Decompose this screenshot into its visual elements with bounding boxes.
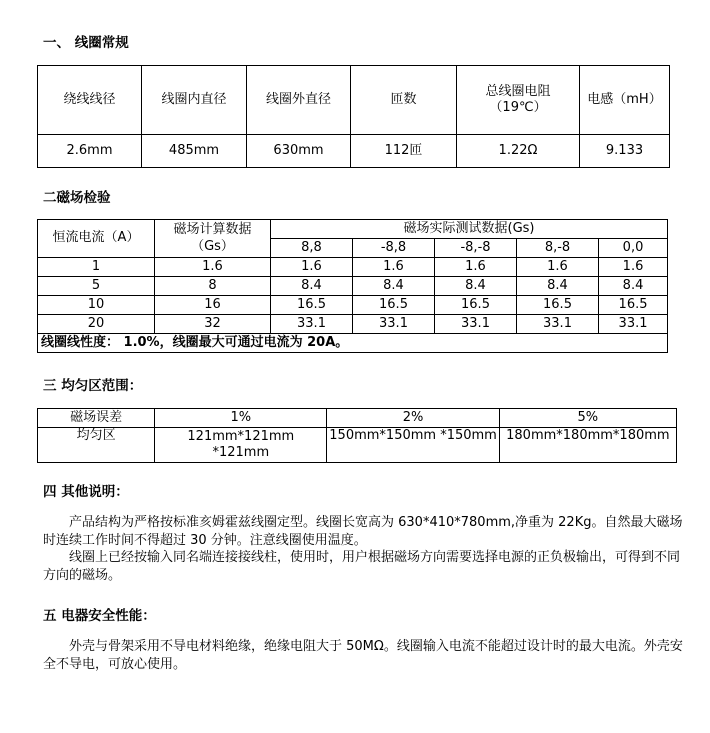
calc-cell: 1.6 <box>155 258 271 277</box>
header-inner-diameter: 线圈内直径 <box>142 66 247 135</box>
row-label-zone: 均匀区 <box>38 428 155 463</box>
test-cell: 16.5 <box>435 296 517 315</box>
row-label-error: 磁场误差 <box>38 409 155 428</box>
value-outer-diameter: 630mm <box>247 135 351 168</box>
safety-paragraph: 外壳与骨架采用不导电材料绝缘，绝缘电阻大于 50MΩ。线圈输入电流不能超过设计时的最大电流。外壳安全不导电，可放心使用。 <box>43 639 683 672</box>
position-header: 8,8 <box>271 239 353 258</box>
current-cell: 10 <box>38 296 155 315</box>
table-row <box>38 277 668 296</box>
test-cell: 8.4 <box>599 277 668 296</box>
current-cell: 1 <box>38 258 155 277</box>
section3-title: 三 均匀区范围： <box>43 378 143 394</box>
current-cell: 20 <box>38 315 155 334</box>
header-outer-diameter: 线圈外直径 <box>247 66 351 135</box>
header-current: 恒流电流（A） <box>38 220 155 258</box>
value-turns: 112匝 <box>351 135 457 168</box>
section1-title: 一、 线圈常规 <box>43 35 129 51</box>
test-cell: 1.6 <box>599 258 668 277</box>
range-cell: 150mm*150mm *150mm <box>327 428 499 463</box>
test-cell: 16.5 <box>599 296 668 315</box>
error-cell: 5% <box>499 409 676 428</box>
test-cell: 8.4 <box>517 277 599 296</box>
section4-title: 四 其他说明： <box>43 484 129 500</box>
magnetic-field-table <box>37 219 668 353</box>
range-cell: 180mm*180mm*180mm <box>499 428 676 463</box>
value-resistance: 1.22Ω <box>457 135 580 168</box>
test-cell: 1.6 <box>517 258 599 277</box>
test-cell: 1.6 <box>353 258 435 277</box>
test-cell: 16.5 <box>517 296 599 315</box>
uniform-zone-table <box>37 408 677 463</box>
section5-title: 五 电器安全性能： <box>43 608 156 624</box>
other-notes-paragraph-2: 线圈上已经按输入同名端连接接线柱，使用时，用户根据磁场方向需要选择电源的正负极输出，可得到不同方向的磁场。 <box>43 550 681 583</box>
test-cell: 8.4 <box>435 277 517 296</box>
test-cell: 16.5 <box>271 296 353 315</box>
test-cell: 8.4 <box>353 277 435 296</box>
test-cell: 33.1 <box>599 315 668 334</box>
header-calc-label: 磁场计算数据 <box>173 222 252 238</box>
error-cell: 2% <box>327 409 499 428</box>
position-header: -8,8 <box>353 239 435 258</box>
calc-cell: 16 <box>155 296 271 315</box>
test-cell: 1.6 <box>435 258 517 277</box>
calc-cell: 32 <box>155 315 271 334</box>
value-inductance: 9.133 <box>580 135 670 168</box>
other-notes-paragraph-1: 产品结构为严格按标准亥姆霍兹线圈定型。线圈长宽高为 630*410*780mm,净重为 22Kg。自然最大磁场时连续工作时间不得超过 30 分钟。注意线圈使用温度。 <box>43 515 683 548</box>
header-calc-unit: （Gs） <box>191 238 234 254</box>
header-resistance <box>457 66 580 135</box>
error-cell: 1% <box>155 409 327 428</box>
linearity-note: 线圈线性度： 1.0%，线圈最大可通过电流为 20A。 <box>38 334 668 353</box>
test-cell: 33.1 <box>435 315 517 334</box>
header-inductance: 电感（mH） <box>580 66 670 135</box>
calc-cell: 8 <box>155 277 271 296</box>
value-wire-diameter: 2.6mm <box>38 135 142 168</box>
test-cell: 33.1 <box>271 315 353 334</box>
range-cell: 121mm*121mm *121mm <box>155 428 327 463</box>
header-resistance-temp: （19℃） <box>489 100 547 115</box>
test-cell: 8.4 <box>271 277 353 296</box>
header-turns: 匝数 <box>351 66 457 135</box>
coil-spec-table <box>37 65 670 168</box>
position-header: 0,0 <box>599 239 668 258</box>
test-cell: 1.6 <box>271 258 353 277</box>
position-header: 8,-8 <box>517 239 599 258</box>
table-row <box>38 315 668 334</box>
test-cell: 16.5 <box>353 296 435 315</box>
table-row <box>38 296 668 315</box>
section2-title: 二磁场检验 <box>43 190 111 206</box>
header-calc <box>155 220 271 258</box>
value-inner-diameter: 485mm <box>142 135 247 168</box>
position-header: -8,-8 <box>435 239 517 258</box>
test-cell: 33.1 <box>517 315 599 334</box>
header-resistance-label: 总线圈电阻 <box>485 83 551 99</box>
header-test: 磁场实际测试数据(Gs) <box>271 220 668 239</box>
current-cell: 5 <box>38 277 155 296</box>
table-row <box>38 258 668 277</box>
header-wire-diameter: 绕线线径 <box>38 66 142 135</box>
test-cell: 33.1 <box>353 315 435 334</box>
